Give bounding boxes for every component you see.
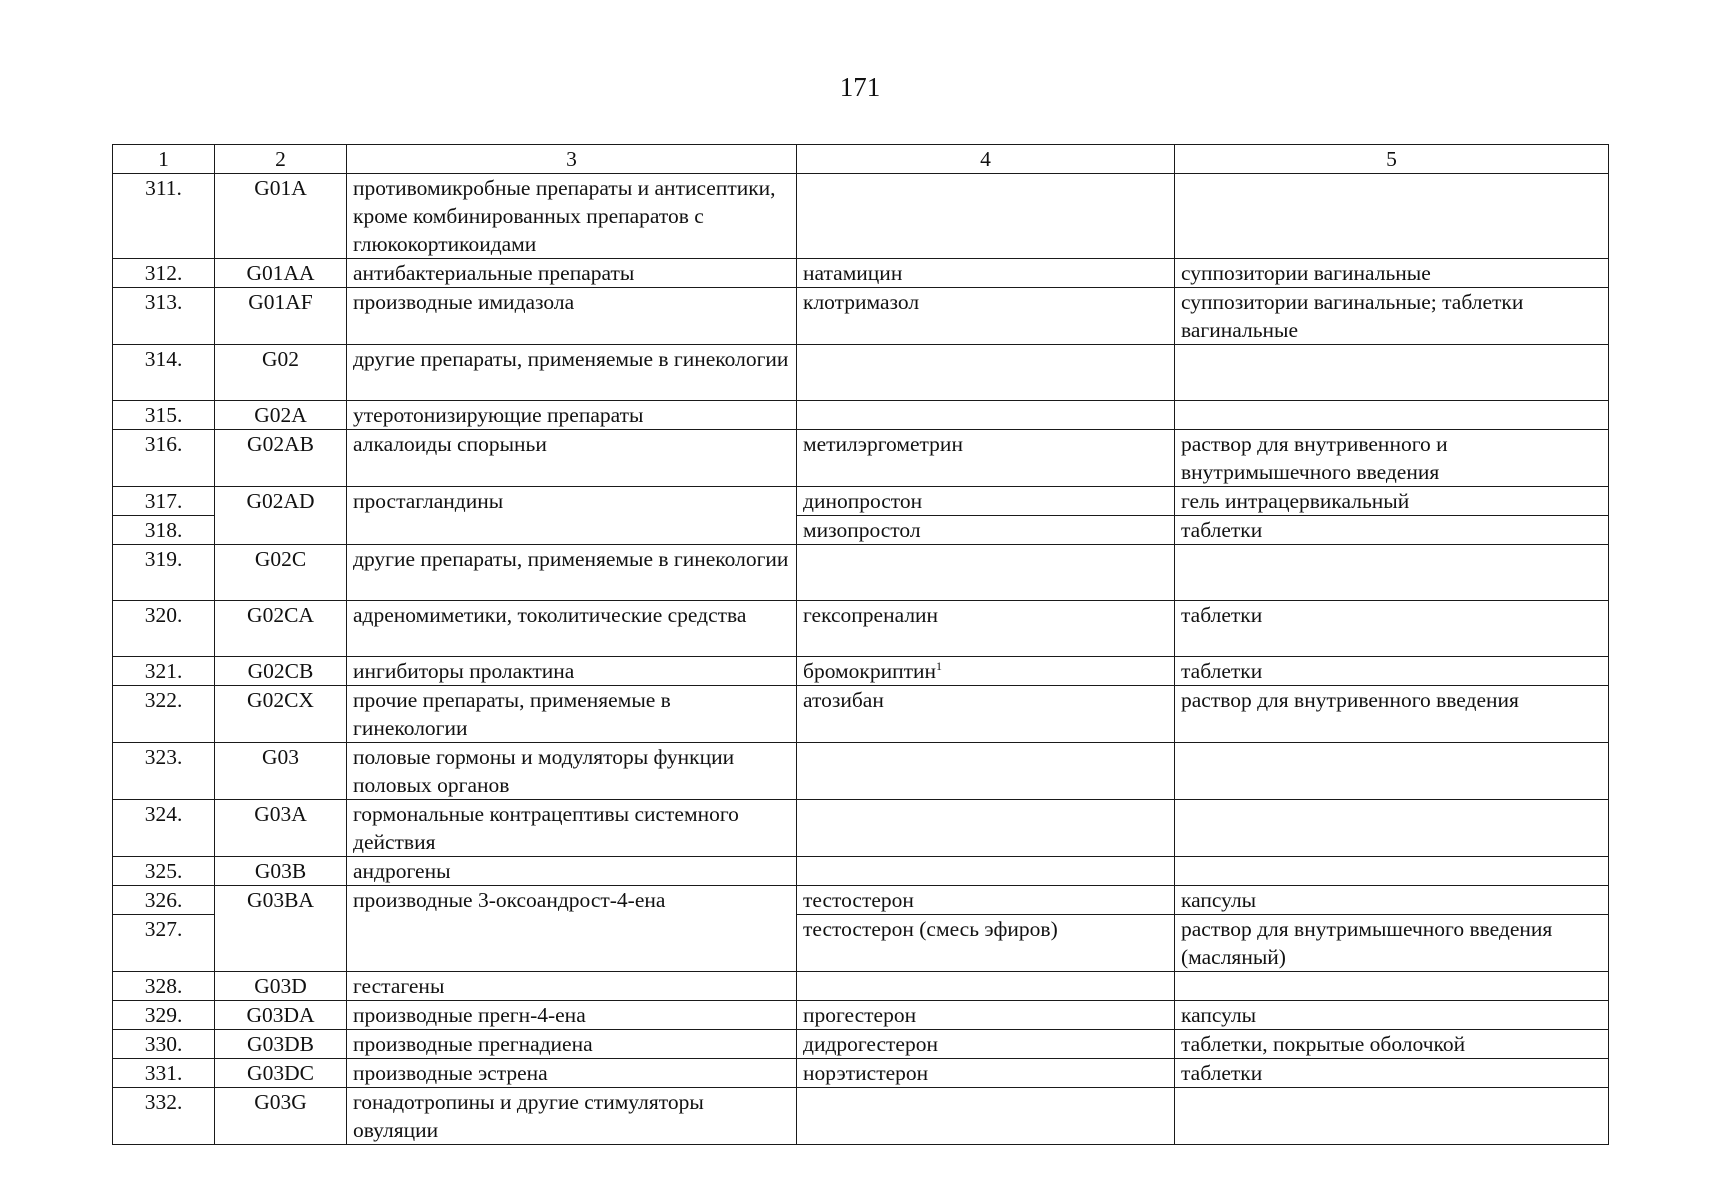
atc-code: G02A [215,401,347,430]
table-row [113,545,1609,601]
atc-group: алкалоиды спорыньи [347,430,797,487]
drug-name-text: дидрогестерон [803,1032,938,1056]
atc-group: простагландины [347,487,797,545]
atc-code: G03D [215,972,347,1001]
dosage-forms: таблетки [1175,1059,1609,1088]
atc-group: гестагены [347,972,797,1001]
row-number: 325. [113,857,215,886]
drug-name-text: натамицин [803,261,903,285]
atc-group: андрогены [347,857,797,886]
drug-name [797,1088,1175,1145]
atc-code: G01A [215,174,347,259]
drug-table [112,144,1609,1145]
atc-code: G03G [215,1088,347,1145]
atc-group: производные 3-оксоандрост-4-ена [347,886,797,972]
row-number: 311. [113,174,215,259]
atc-group: противомикробные препараты и антисептики, кроме комбинированных препаратов с глюкокортикоидами [347,174,797,259]
table-row [113,972,1609,1001]
drug-name-text: тестостерон (смесь эфиров) [803,917,1058,941]
drug-name [797,1059,1175,1088]
atc-code: G02 [215,345,347,401]
drug-name [797,686,1175,743]
dosage-forms [1175,174,1609,259]
atc-code: G01AA [215,259,347,288]
drug-name-text: метилэргометрин [803,432,963,456]
atc-group: производные прегн-4-ена [347,1001,797,1030]
table-row [113,800,1609,857]
row-number: 318. [113,516,215,545]
row-number: 330. [113,1030,215,1059]
atc-code: G02CB [215,657,347,686]
atc-code: G03DA [215,1001,347,1030]
atc-code: G03DC [215,1059,347,1088]
atc-group: другие препараты, применяемые в гинекологии [347,345,797,401]
atc-group: ингибиторы пролактина [347,657,797,686]
atc-group: гормональные контрацептивы системного действия [347,800,797,857]
drug-name [797,601,1175,657]
drug-name [797,1001,1175,1030]
atc-code: G03 [215,743,347,800]
dosage-forms [1175,800,1609,857]
table-row [113,259,1609,288]
atc-code: G02CX [215,686,347,743]
row-number: 320. [113,601,215,657]
drug-name-text: динопростон [803,489,923,513]
drug-name [797,915,1175,972]
row-number: 315. [113,401,215,430]
drug-name [797,972,1175,1001]
dosage-forms [1175,972,1609,1001]
dosage-forms: таблетки [1175,516,1609,545]
atc-group: производные прегнадиена [347,1030,797,1059]
dosage-forms [1175,857,1609,886]
dosage-forms [1175,545,1609,601]
drug-name [797,487,1175,516]
dosage-forms: раствор для внутривенного введения [1175,686,1609,743]
row-number: 312. [113,259,215,288]
table-row [113,288,1609,345]
drug-name [797,288,1175,345]
table-row [113,430,1609,487]
dosage-forms: таблетки, покрытые оболочкой [1175,1030,1609,1059]
dosage-forms: капсулы [1175,1001,1609,1030]
row-number: 314. [113,345,215,401]
dosage-forms [1175,1088,1609,1145]
drug-name [797,174,1175,259]
dosage-forms [1175,401,1609,430]
drug-name-text: тестостерон [803,888,914,912]
dosage-forms: суппозитории вагинальные [1175,259,1609,288]
row-number: 317. [113,487,215,516]
drug-name [797,430,1175,487]
drug-name [797,743,1175,800]
table-row [113,345,1609,401]
row-number: 319. [113,545,215,601]
table-row [113,657,1609,686]
drug-name [797,857,1175,886]
dosage-forms: таблетки [1175,657,1609,686]
table-row [113,857,1609,886]
dosage-forms: раствор для внутримышечного введения (масляный) [1175,915,1609,972]
row-number: 326. [113,886,215,915]
drug-name-text: бромокриптин [803,659,936,683]
table-body [113,174,1609,1145]
dosage-forms: гель интрацервикальный [1175,487,1609,516]
drug-name [797,401,1175,430]
row-number: 313. [113,288,215,345]
drug-name-text: прогестерон [803,1003,917,1027]
table-row [113,401,1609,430]
atc-code: G01AF [215,288,347,345]
drug-name-text: мизопростол [803,518,921,542]
row-number: 331. [113,1059,215,1088]
row-number: 316. [113,430,215,487]
drug-name [797,1030,1175,1059]
atc-code: G03BA [215,886,347,972]
atc-group: прочие препараты, применяемые в гинекологии [347,686,797,743]
dosage-forms [1175,345,1609,401]
row-number: 324. [113,800,215,857]
table-row [113,1001,1609,1030]
atc-group: производные имидазола [347,288,797,345]
atc-group: антибактериальные препараты [347,259,797,288]
dosage-forms: капсулы [1175,886,1609,915]
page-number: 171 [839,72,881,102]
header-col-4: 4 [797,145,1175,174]
drug-name-text: гексопреналин [803,603,939,627]
table-row [113,743,1609,800]
row-number: 327. [113,915,215,972]
drug-name [797,259,1175,288]
header-col-2: 2 [215,145,347,174]
atc-group: утеротонизирующие препараты [347,401,797,430]
row-number: 321. [113,657,215,686]
atc-code: G02C [215,545,347,601]
row-number: 332. [113,1088,215,1145]
table-row [113,686,1609,743]
row-number: 322. [113,686,215,743]
atc-group: гонадотропины и другие стимуляторы овуляции [347,1088,797,1145]
table-row [113,1088,1609,1145]
table-row [113,1030,1609,1059]
atc-code: G03A [215,800,347,857]
drug-name-text: атозибан [803,688,884,712]
dosage-forms: таблетки [1175,601,1609,657]
atc-code: G02CA [215,601,347,657]
drug-name [797,545,1175,601]
atc-group: производные эстрена [347,1059,797,1088]
drug-name [797,800,1175,857]
atc-group: другие препараты, применяемые в гинекологии [347,545,797,601]
atc-code: G03DB [215,1030,347,1059]
table-row [113,886,1609,915]
atc-code: G02AD [215,487,347,545]
row-number: 323. [113,743,215,800]
dosage-forms: раствор для внутривенного и внутримышечного введения [1175,430,1609,487]
atc-code: G03B [215,857,347,886]
dosage-forms: суппозитории вагинальные; таблетки вагинальные [1175,288,1609,345]
atc-group: адреномиметики, токолитические средства [347,601,797,657]
row-number: 328. [113,972,215,1001]
header-col-3: 3 [347,145,797,174]
dosage-forms [1175,743,1609,800]
header-row [113,145,1609,174]
header-col-1: 1 [113,145,215,174]
header-col-5: 5 [1175,145,1609,174]
drug-name [797,345,1175,401]
atc-code: G02AB [215,430,347,487]
atc-group: половые гормоны и модуляторы функции половых органов [347,743,797,800]
drug-name-text: норэтистерон [803,1061,929,1085]
drug-name [797,886,1175,915]
drug-name [797,657,1175,686]
table-row [113,487,1609,516]
drug-name-text: клотримазол [803,290,920,314]
row-number: 329. [113,1001,215,1030]
table-row [113,1059,1609,1088]
table-row [113,601,1609,657]
footnote-marker: 1 [936,658,942,673]
table-row [113,174,1609,259]
drug-name [797,516,1175,545]
